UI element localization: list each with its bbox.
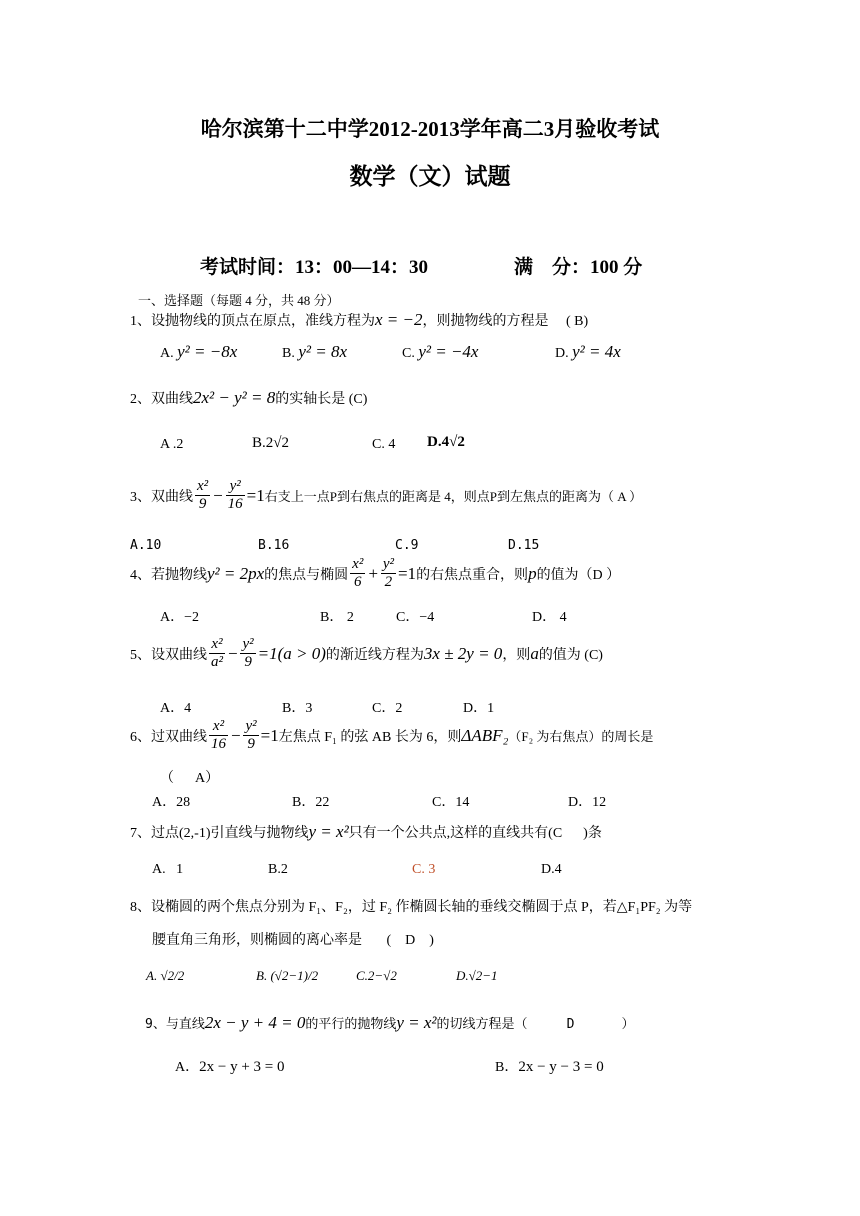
q1-option-c: C. y² = −4x (402, 342, 479, 361)
section-heading: 一、选择题（每题 4 分，共 48 分） (138, 293, 340, 308)
q6-option-c: C．14 (432, 795, 470, 810)
q2-option-d: D.4√2 (427, 434, 465, 450)
full-score: 满 分：100 分 (514, 257, 643, 278)
question-3: 3、双曲线 $\frac{\text{x²}}{9}$ − $\frac{\text{y²}}{16}$ =1 右支上一点P到右焦点的距离是 4，则点P到左焦点的距离为（ A ） (130, 478, 643, 513)
q1-answer: ( B) (566, 314, 589, 329)
q9-option-b: B．2x − y − 3 = 0 (495, 1059, 604, 1075)
q1-text-a: 1、设抛物线的顶点在原点，准线方程为 (130, 314, 375, 329)
question-2: 2、双曲线2x² − y² = 8的实轴长是 (C) (130, 388, 368, 407)
page-title: 哈尔滨第十二中学2012-2013学年高二3月验收考试 (200, 117, 660, 141)
q8-option-d: D.√2−1 (456, 968, 498, 983)
question-4: 4、若抛物线 y² = 2px 的焦点与椭圆 $\frac{\text{x²}}{6}$ + $\frac{\text{y²}}{2}$ =1 的右焦点重合，则 p 的值为（D ） (130, 556, 621, 591)
q9-option-a-math: 2x − y + 3 = 0 (199, 1059, 285, 1075)
q6-frac-2: $\frac{\text{y²}}{9}$ (245, 718, 257, 753)
q2-eq: 2x² − y² = 8 (193, 388, 276, 407)
q1-option-d: D. y² = 4x (555, 342, 621, 361)
q4-option-d: D． 4 (532, 610, 567, 625)
question-9: 9、与直线2x − y + 4 = 0的平行的抛物线y = x²的切线方程是（ D ） (145, 1013, 635, 1032)
q6-line-2: （ A） (160, 771, 220, 786)
question-8-line-2: 腰直角三角形，则椭圆的离心率是 ( D ) (152, 933, 434, 948)
q1-text-b: ，则抛物线的方程是 (422, 314, 549, 329)
q8-option-c: C.2−√2 (356, 968, 397, 983)
q7-option-b: B.2 (268, 862, 288, 877)
exam-time: 考试时间：13：00—14：30 (200, 257, 429, 278)
question-7: 7、过点(2,-1)引直线与抛物线y = x²只有一个公共点,这样的直线共有(C )条 (130, 822, 602, 841)
q4-eq: y² = 2px (207, 563, 265, 583)
q5-eq: 3x ± 2y = 0 (423, 643, 503, 663)
q7-eq: y = x² (308, 822, 349, 841)
q1-option-c-math: y² = −4x (418, 342, 479, 361)
q3-frac-2: $\frac{\text{y²}}{16}$ (227, 478, 243, 513)
q3-option-d: D.15 (508, 538, 540, 553)
q6-option-a: A．28 (152, 795, 191, 810)
q1-option-a-math: y² = −8x (177, 342, 238, 361)
question-8-line-1: 8、设椭圆的两个焦点分别为 F₁、F₂，过 F₂ 作椭圆长轴的垂线交椭圆于点 P，若△F₁PF₂ 为等 (130, 900, 693, 915)
question-6: 6、过双曲线 $\frac{\text{x²}}{16}$ − $\frac{\text{y²}}{9}$ =1 左焦点 F₁ 的弦 AB 长为 6，则 ΔABF₂ （F₂ 为右焦点）的周长是 (130, 718, 654, 753)
q5-option-d: D．1 (463, 701, 495, 716)
q7-option-c: C. 3 (412, 862, 436, 877)
q9-eq-2: y = x² (396, 1013, 437, 1032)
q4-option-b: B． 2 (320, 610, 354, 625)
q4-frac-2: $\frac{\text{y²}}{2}$ (382, 556, 394, 591)
q1-option-b: B. y² = 8x (282, 342, 348, 361)
q9-option-b-math: 2x − y − 3 = 0 (518, 1059, 604, 1075)
page-subtitle: 数学（文）试题 (349, 164, 511, 189)
q5-option-c: C．2 (372, 701, 403, 716)
q7-option-a: A. 1 (152, 862, 184, 877)
q3-option-a: A.10 (130, 538, 162, 553)
q4-option-a: A．−2 (160, 610, 200, 625)
q8-option-b: B. (√2−1)/2 (256, 968, 319, 983)
q2-option-c: C. 4 (372, 437, 396, 452)
q5-frac-2: $\frac{\text{y²}}{9}$ (242, 636, 254, 671)
q9-option-a: A．2x − y + 3 = 0 (175, 1059, 285, 1075)
q3-option-b: B.16 (258, 538, 290, 553)
question-1 (130, 310, 588, 330)
q3-frac-1: $\frac{\text{x²}}{9}$ (197, 478, 209, 513)
q1-option-a: A. y² = −8x (160, 342, 238, 361)
q1-option-b-math: y² = 8x (298, 342, 348, 361)
q1-eq: x = −2 (375, 310, 423, 329)
question-5: 5、设双曲线 $\frac{\text{x²}}{\text{a²}}$ − $\frac{\text{y²}}{9}$ =1(a > 0) 的渐近线方程为 3x ± 2y = 0 ，则 a 的值为 (C) (130, 636, 603, 671)
q9-eq-1: 2x − y + 4 = 0 (204, 1013, 306, 1032)
q6-frac-1: $\frac{\text{x²}}{16}$ (211, 718, 226, 753)
q5-option-b: B．3 (282, 701, 313, 716)
q2-option-a: A .2 (160, 437, 184, 452)
q2-option-b: B.2√2 (252, 435, 289, 451)
q3-option-c: C.9 (395, 538, 419, 553)
q7-option-d: D.4 (541, 862, 562, 877)
q8-option-a: A. √2/2 (146, 968, 185, 983)
q6-option-d: D．12 (568, 795, 607, 810)
q5-option-a: A．4 (160, 701, 192, 716)
q5-frac-1: $\frac{\text{x²}}{\text{a²}}$ (211, 636, 223, 671)
q4-option-c: C．−4 (396, 610, 435, 625)
q4-frac-1: $\frac{\text{x²}}{6}$ (352, 556, 364, 591)
q6-option-b: B．22 (292, 795, 330, 810)
q6-triangle: ΔABF₂ (461, 725, 509, 745)
q1-option-d-math: y² = 4x (572, 342, 621, 361)
